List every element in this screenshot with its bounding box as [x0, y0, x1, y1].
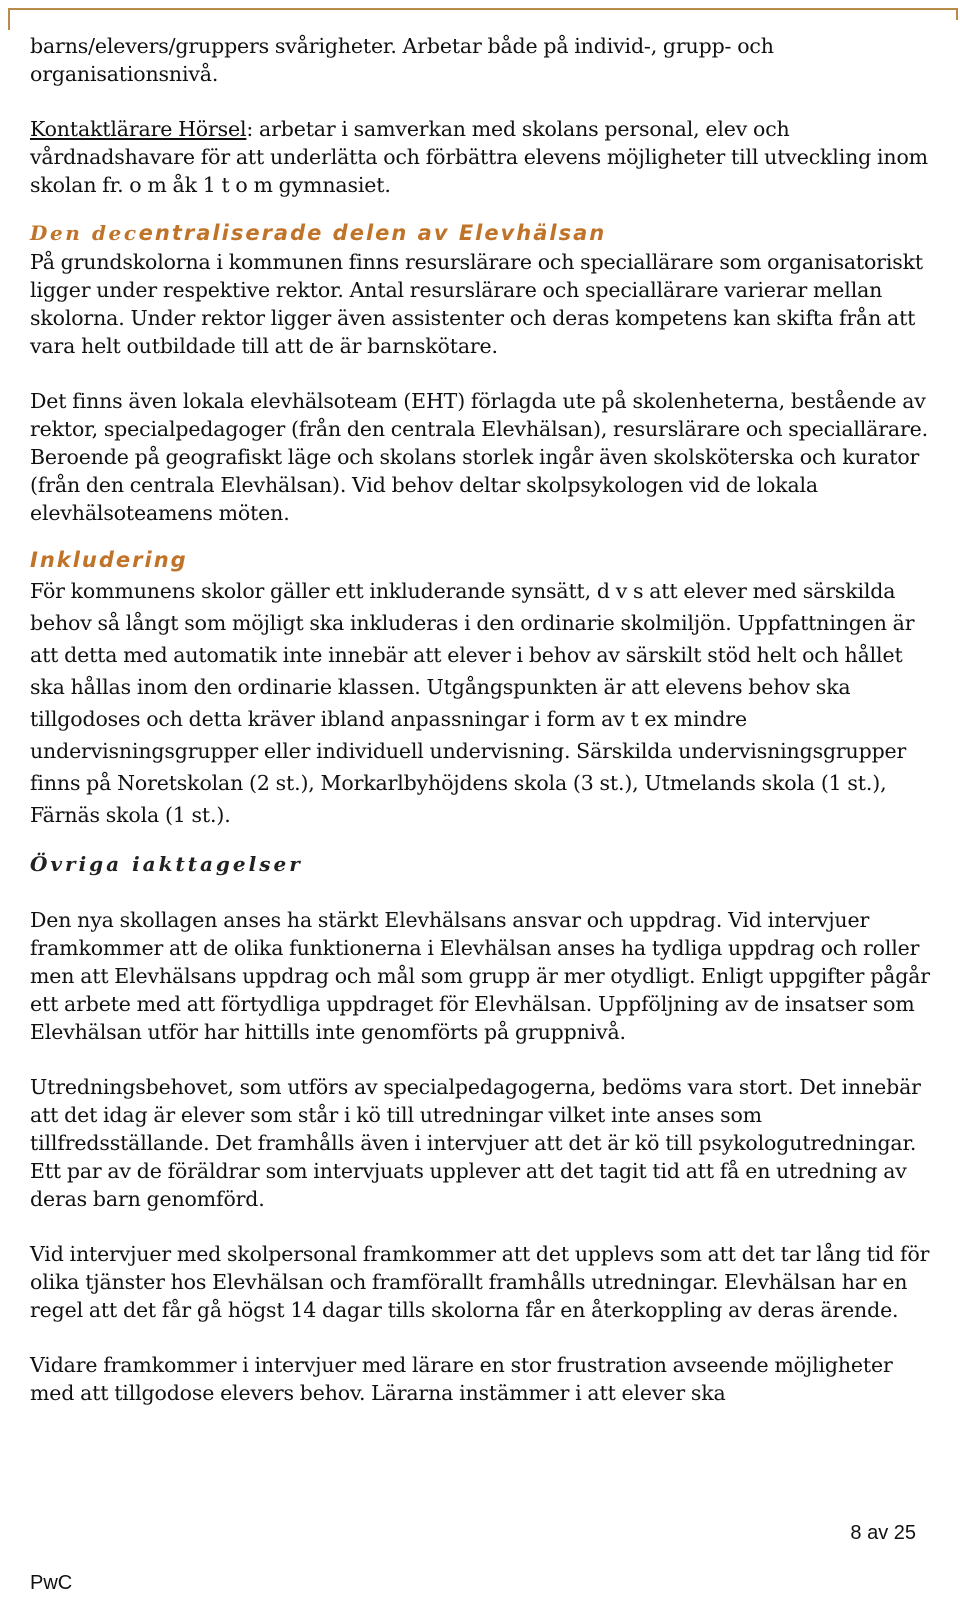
spacer	[30, 1213, 935, 1240]
page-frame-top-line	[8, 8, 958, 10]
paragraph-skollagen: Den nya skollagen anses ha stärkt Elevhälsans ansvar och uppdrag. Vid intervjuer framkommer att de olika funktionerna i Elevhälsan anses ha tydliga uppdrag och roller men att Elevhälsans uppdrag och mål som grupp är mer otydligt. Enligt uppgifter pågår ett arbete med att förtydliga uppdraget för Elevhälsan. Uppföljning av de insatser som Elevhälsan utför har hittills inte genomförts på gruppnivå.	[30, 908, 930, 1044]
paragraph-kontaktlarare-text: : arbetar i samverkan med skolans personal, elev och vårdnadshavare för att underlätta och förbättra elevens möjligheter till utveckling inom skolan fr. o m åk 1 t o m gymnasiet.	[30, 117, 928, 197]
paragraph-inkludering: För kommunens skolor gäller ett inkluderande synsätt, d v s att elever med särskilda behov så långt som möjligt ska inkluderas i den ordinarie skolmiljön. Uppfattningen är att detta med automatik inte innebär att elever i behov av särskilt stöd helt och hållet ska hållas inom den ordinarie klassen. Utgångspunkten är att elevens behov ska tillgodoses och detta kräver ibland anpassningar i form av t ex mindre undervisningsgrupper eller individuell undervisning. Särskilda undervisningsgrupper finns på Noretskolan (2 st.), Morkarlbyhöjdens skola (3 st.), Utmelands skola (1 st.), Färnäs skola (1 st.).	[30, 579, 915, 827]
spacer	[30, 360, 935, 387]
page-number: 8 av 25	[850, 1522, 916, 1544]
document-body	[30, 32, 935, 1407]
heading-decentraliserade-part1: Den dec	[30, 221, 139, 245]
spacer	[30, 831, 935, 849]
paragraph-frustration: Vidare framkommer i intervjuer med lärare en stor frustration avseende möjligheter med att tillgodose elevers behov. Lärarna instämmer i att elever ska	[30, 1353, 893, 1405]
spacer	[30, 527, 935, 545]
page-frame-left-line	[8, 8, 10, 30]
heading-inkludering: Inkludering	[30, 548, 188, 572]
paragraph-grundskolorna: På grundskolorna i kommunen finns resurslärare och speciallärare som organisatoriskt ligger under respektive rektor. Antal resurslärare och speciallärare varierar mellan skolorna. Under rektor ligger även assistenter och deras kompetens kan skifta från att vara helt outbildade till att de är barnskötare.	[30, 250, 923, 358]
spacer	[30, 1046, 935, 1073]
heading-decentraliserade	[30, 217, 935, 248]
paragraph-utredningsbehovet: Utredningsbehovet, som utförs av specialpedagogerna, bedöms vara stort. Det innebär att det idag är elever som står i kö till utredningar vilket inte anses som tillfredsställande. Det framhålls även i intervjuer att det är kö till psykologutredningar. Ett par av de föräldrar som intervjuats upplever att det tagit tid att få en utredning av deras barn genomförd.	[30, 1075, 921, 1211]
paragraph-responsibilities: barns/elevers/gruppers svårigheter. Arbetar både på individ-, grupp- och organisationsnivå.	[30, 34, 774, 86]
spacer	[30, 88, 935, 115]
paragraph-kontaktlarare	[30, 115, 935, 199]
page-frame-right-line	[956, 8, 958, 20]
heading-ovriga-iakttagelser: Övriga iakttagelser	[30, 852, 303, 876]
term-kontaktlarare-horsel: Kontaktlärare Hörsel	[30, 117, 247, 141]
heading-decentraliserade-part2: entraliserade delen av Elevhälsan	[138, 221, 607, 245]
footer-brand: PwC	[30, 1572, 73, 1594]
paragraph-skolpersonal: Vid intervjuer med skolpersonal framkommer att det upplevs som att det tar lång tid för olika tjänster hos Elevhälsan och framförallt framhålls utredningar. Elevhälsan har en regel att det får gå högst 14 dagar tills skolorna får en återkoppling av deras ärende.	[30, 1242, 930, 1322]
paragraph-lokala-elevhalsoteam: Det finns även lokala elevhälsoteam (EHT) förlagda ute på skolenheterna, bestående av rektor, specialpedagoger (från den centrala Elevhälsan), resurslärare och speciallärare. Beroende på geografiskt läge och skolans storlek ingår även skolsköterska och kurator (från den centrala Elevhälsan). Vid behov deltar skolpsykologen vid de lokala elevhälsoteamens möten.	[30, 389, 929, 525]
spacer	[30, 1324, 935, 1351]
spacer	[30, 879, 935, 906]
spacer	[30, 199, 935, 217]
